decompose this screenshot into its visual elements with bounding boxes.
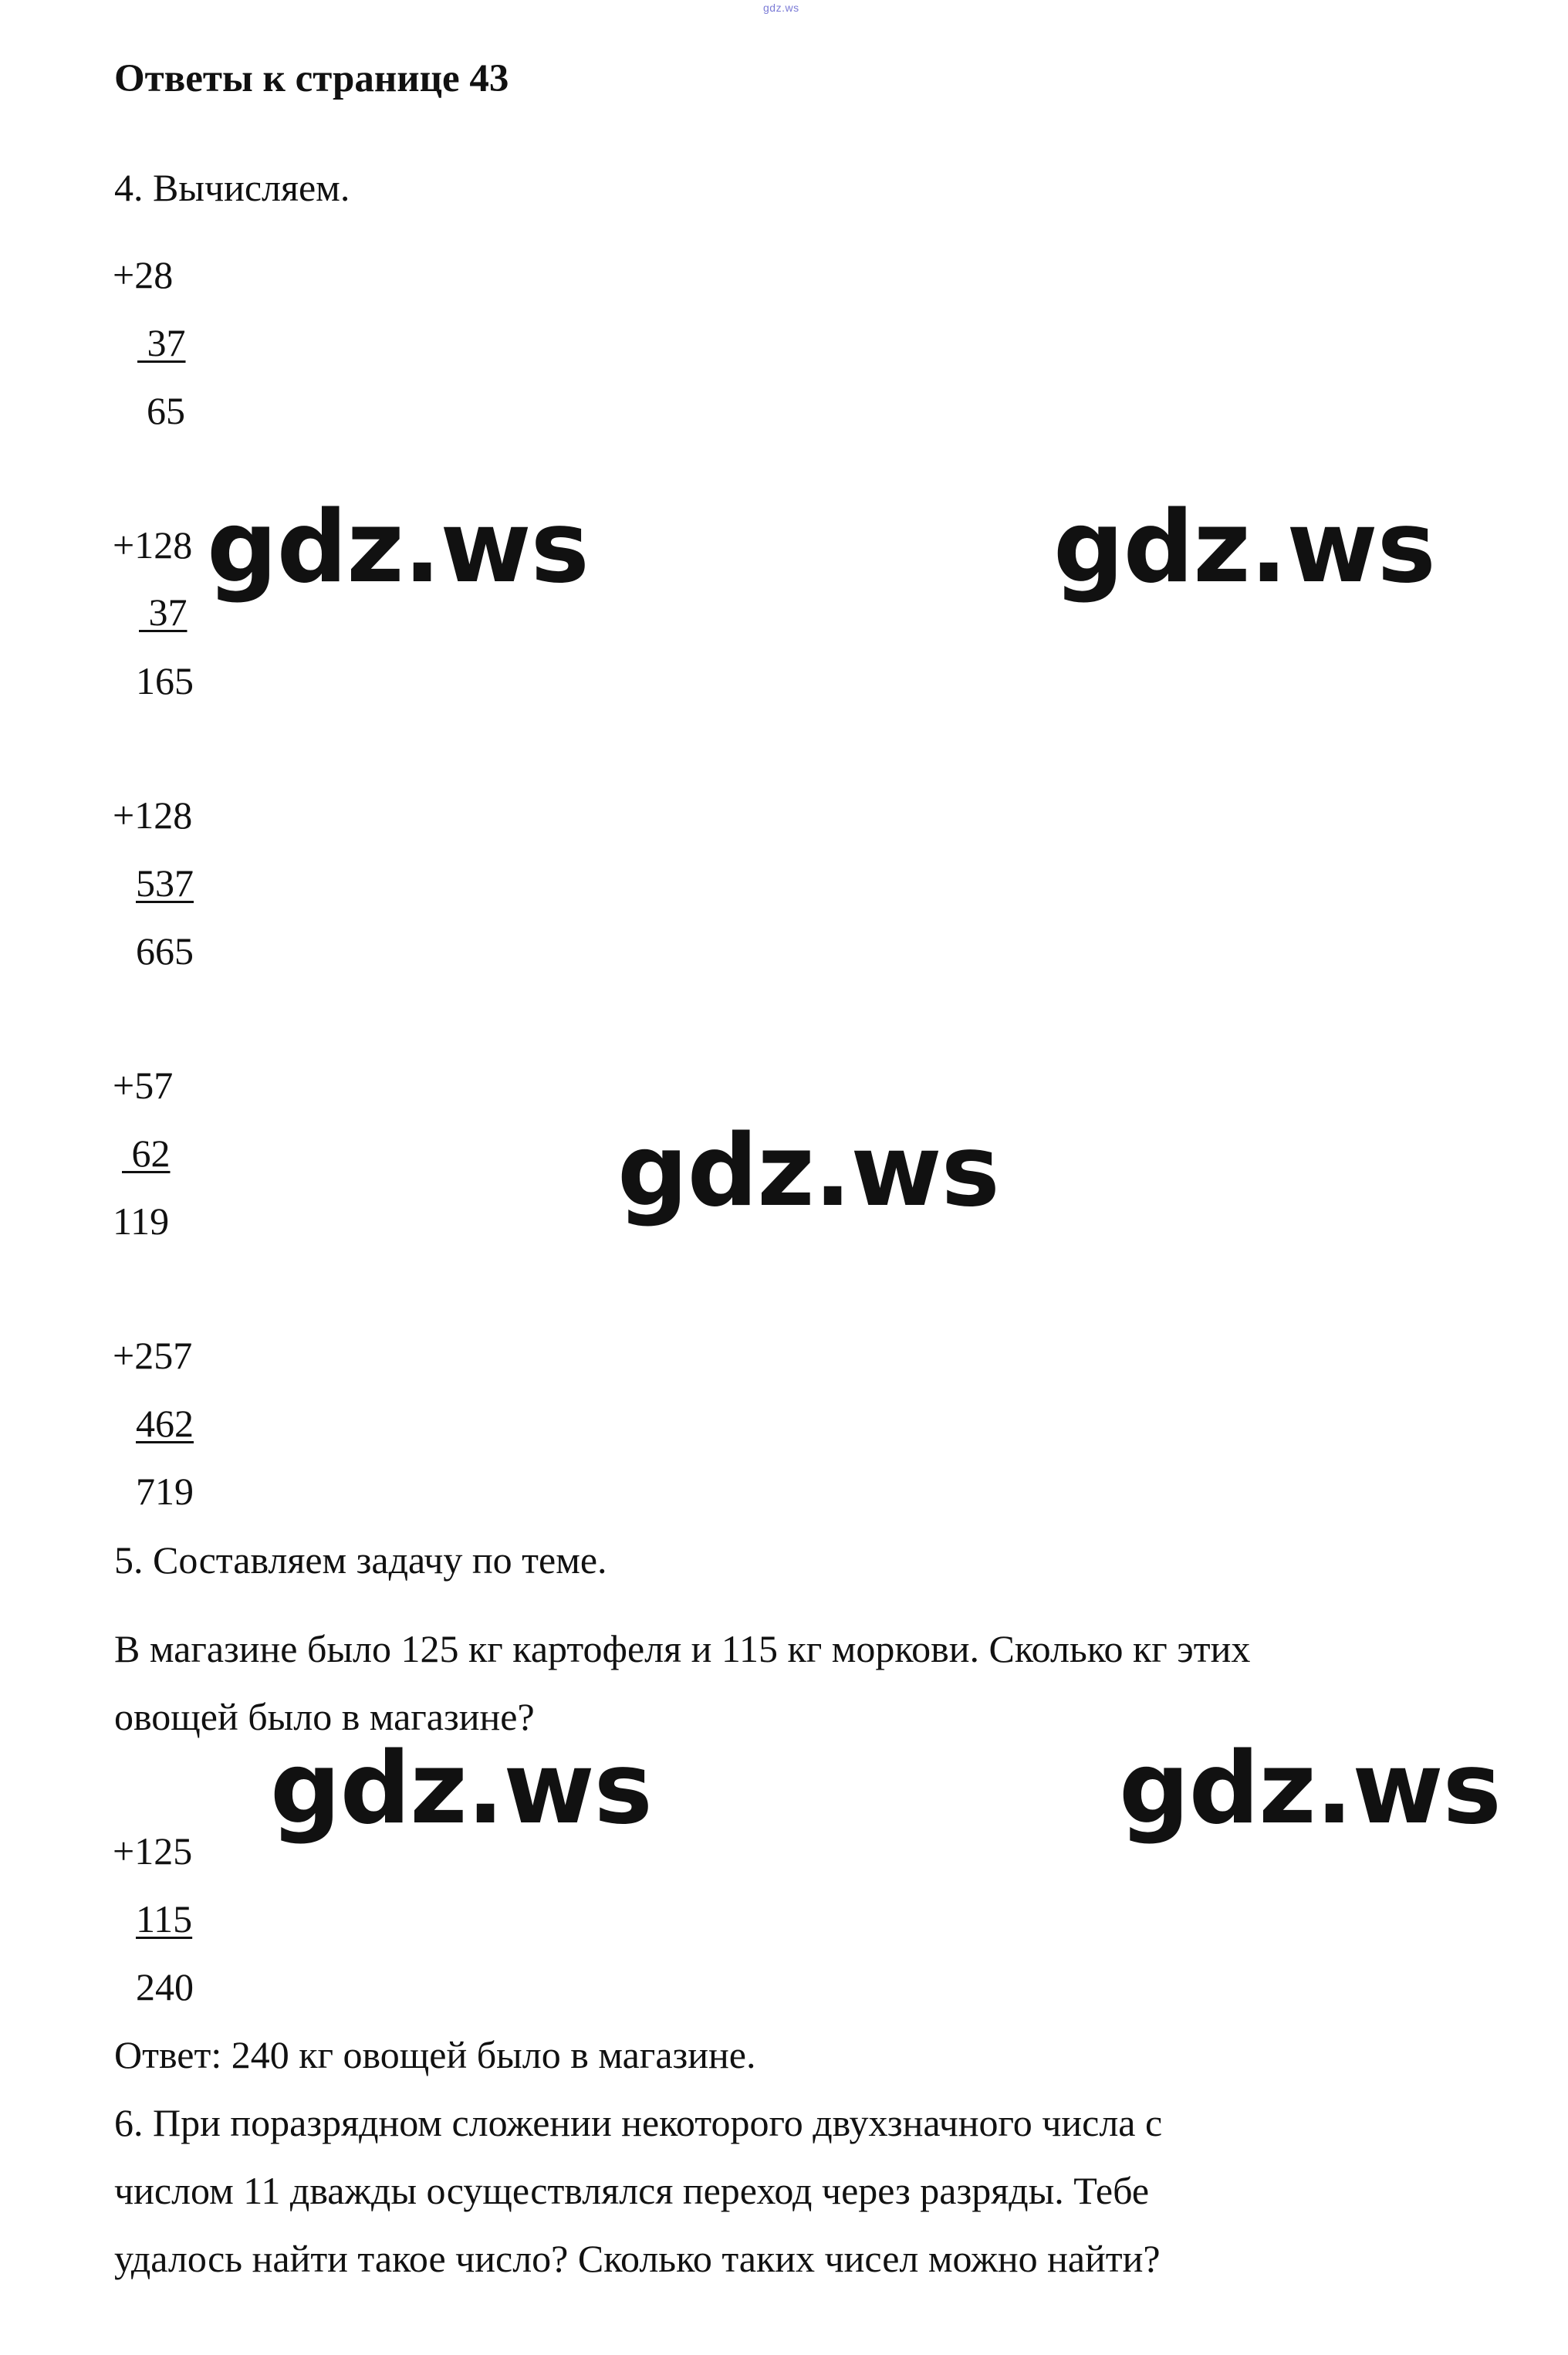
example-1-sum: 65 <box>147 389 185 432</box>
example-5-second-addend: 462 <box>136 1402 194 1445</box>
top-watermark-mark: gdz.ws <box>763 2 799 14</box>
task-5-second-addend: 115 <box>136 1897 193 1941</box>
task-5-heading: 5. Составляем задачу по теме. <box>114 1538 607 1582</box>
watermark-logo: gdz.ws <box>270 1731 652 1846</box>
example-2-sum: 165 <box>136 659 194 702</box>
task-4-heading: 4. Вычисляем. <box>114 166 350 209</box>
task-5-sum: 240 <box>136 1965 194 2008</box>
task-5-problem-line-1: В магазине было 125 кг картофеля и 115 кг моркови. Сколько кг этих <box>114 1627 1251 1670</box>
task-6-line-1: 6. При поразрядном сложении некоторого двухзначного числа с <box>114 2101 1163 2144</box>
watermark-logo: gdz.ws <box>617 1114 999 1229</box>
example-1-second-addend: 37 <box>137 321 186 364</box>
watermark-logo: gdz.ws <box>207 490 589 605</box>
example-3-sum: 665 <box>136 929 194 973</box>
example-3-first-addend: +128 <box>113 793 193 837</box>
watermark-logo: gdz.ws <box>1119 1731 1501 1846</box>
example-2-first-addend: +128 <box>113 523 193 567</box>
example-4-second-addend: 62 <box>122 1132 171 1175</box>
example-2-second-addend: 37 <box>139 590 188 634</box>
example-4-first-addend: +57 <box>113 1064 174 1107</box>
example-5-first-addend: +257 <box>113 1334 193 1377</box>
task-6-line-2: числом 11 дважды осуществлялся переход через разряды. Тебе <box>114 2169 1150 2212</box>
task-5-answer: Ответ: 240 кг овощей было в магазине. <box>114 2033 756 2076</box>
example-5-sum: 719 <box>136 1470 194 1513</box>
example-1-first-addend: +28 <box>113 253 174 296</box>
example-4-sum: 119 <box>113 1199 170 1243</box>
task-5-problem-line-2: овощей было в магазине? <box>114 1695 535 1738</box>
task-6-line-3: удалось найти такое число? Сколько таких чисел можно найти? <box>114 2237 1161 2280</box>
task-5-first-addend: +125 <box>113 1829 193 1873</box>
page-title: Ответы к странице 43 <box>114 57 509 100</box>
example-3-second-addend: 537 <box>136 861 194 905</box>
watermark-logo: gdz.ws <box>1053 490 1435 605</box>
